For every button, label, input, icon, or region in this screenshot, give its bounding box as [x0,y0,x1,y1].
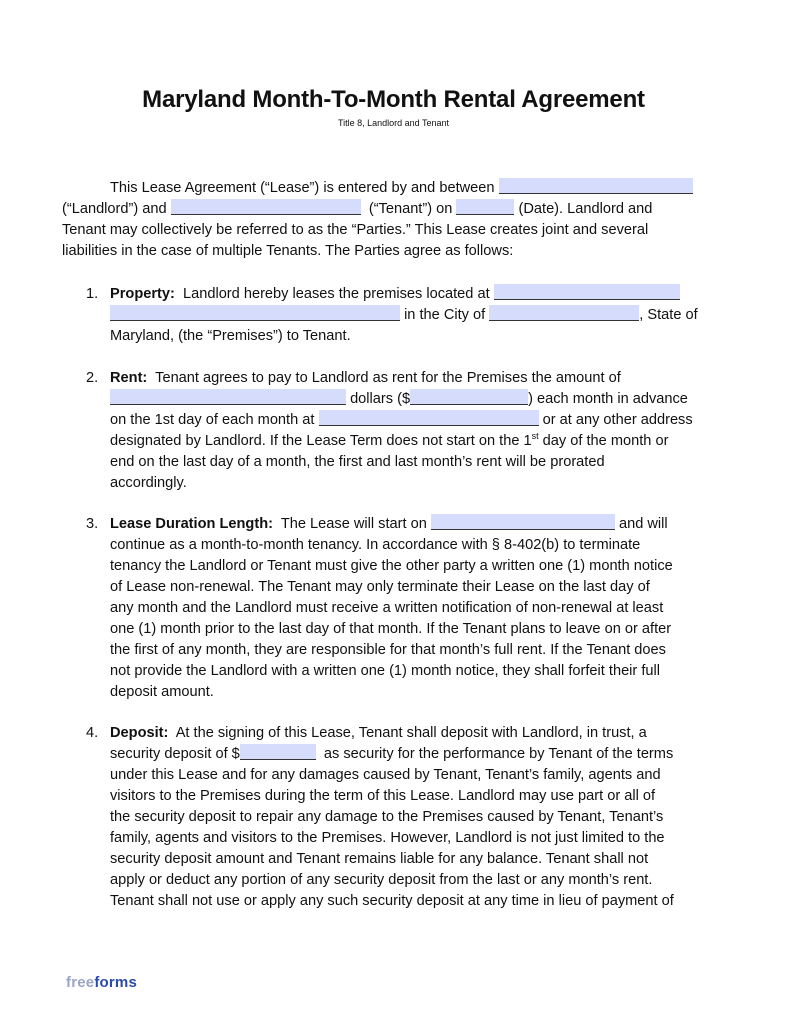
section-heading: Deposit: [110,725,169,741]
intro-line-1 [110,178,693,199]
rent-amount-field[interactable] [410,389,528,405]
section-4-line: family, agents and visitors to the Premises. However, Landlord is not just limited to the [110,830,665,846]
lease-start-date-field[interactable] [431,514,615,530]
tenant-name-field[interactable] [171,199,361,215]
section-text: The Lease will start on [280,516,427,532]
section-3-line: any month and the Landlord must receive a written notification of non-renewal at least [110,600,664,616]
rent-payment-address-field[interactable] [319,410,539,426]
section-number: 4. [86,725,99,741]
section-text: Tenant agrees to pay to Landlord as rent for the Premises the amount of [155,370,621,386]
document-subtitle: Title 8, Landlord and Tenant [337,118,450,128]
section-4-line: under this Lease and for any damages caused by Tenant, Tenant’s family, agents and [110,767,661,783]
section-heading: Property: [110,286,175,302]
section-1-line-2 [110,305,698,326]
rent-amount-words-field[interactable] [110,389,346,405]
section-3-line: the first of any month, they are responsible for that month’s full rent. If the Tenant does [110,642,666,658]
freeforms-logo [66,974,137,991]
security-deposit-field[interactable] [240,744,316,760]
landlord-name-field[interactable] [499,178,693,194]
logo-part-free: free [66,974,95,991]
intro-text: (“Tenant”) on [368,201,453,217]
section-3-line: tenancy the Landlord or Tenant must give the other party a written one (1) month notice [110,558,673,574]
section-2-line-3 [110,410,693,431]
logo-part-forms: forms [94,974,138,991]
section-text: At the signing of this Lease, Tenant shall deposit with Landlord, in trust, a [175,725,647,741]
section-text: and will [618,516,668,532]
section-heading: Rent: [110,370,148,386]
date-field[interactable] [456,199,514,215]
intro-text: (“Landlord”) and [62,201,167,217]
section-text: ) each month in advance [528,391,688,407]
section-4-line: apply or deduct any portion of any security deposit from the last or any month’s rent. [110,872,653,888]
intro-line-3: Tenant may collectively be referred to as the “Parties.” This Lease creates joint and several [62,222,649,238]
section-2-line-1 [110,368,621,389]
city-field[interactable] [489,305,639,321]
section-text: dollars ($ [350,391,411,407]
section-3-line: one (1) month prior to the last day of that month. If the Tenant plans to leave on or after [110,621,672,637]
section-text: in the City of [404,307,486,323]
section-number: 2. [86,370,99,386]
section-4-line-1 [110,723,647,744]
section-1-line-3: Maryland, (the “Premises”) to Tenant. [110,328,351,344]
document-title: Maryland Month-To-Month Rental Agreement [142,86,645,113]
section-4-line: visitors to the Premises during the term of this Lease. Landlord may use part or all of [110,788,656,804]
section-4-line-2 [110,744,673,765]
section-2-line-6: accordingly. [110,475,187,491]
section-text: or at any other address [542,412,693,428]
section-2-line-2 [110,389,688,410]
intro-line-4: liabilities in the case of multiple Tenants. The Parties agree as follows: [62,243,514,259]
section-3-line: of Lease non-renewal. The Tenant may only terminate their Lease on the last day of [110,579,650,595]
section-4-line: Tenant shall not use or apply any such security deposit at any time in lieu of payment of [110,893,674,909]
section-text: security deposit of $ [110,746,240,762]
section-number: 3. [86,516,99,532]
section-4-line: security deposit amount and Tenant remains liable for any balance. Tenant shall not [110,851,649,867]
section-text: as security for the performance by Tenant of the terms [323,746,674,762]
section-1-line-1 [110,284,680,305]
section-4-line: the security deposit to repair any damage to the Premises caused by Tenant, Tenant’s [110,809,664,825]
premises-address-field[interactable] [494,284,680,300]
intro-text: This Lease Agreement (“Lease”) is entered by and between [110,180,495,196]
section-2-line-4 [110,431,668,452]
intro-text: (Date). Landlord and [518,201,653,217]
superscript: st [531,431,539,441]
section-3-line: continue as a month-to-month tenancy. In accordance with § 8-402(b) to terminate [110,537,641,553]
section-text: designated by Landlord. If the Lease Term does not start on the 1 [110,433,532,449]
premises-address-line2-field[interactable] [110,305,400,321]
section-3-line-1 [110,514,668,535]
section-3-line: deposit amount. [110,684,214,700]
section-text: , State of [639,307,698,323]
section-text: day of the month or [538,433,669,449]
section-2-line-5: end on the last day of a month, the first and last month’s rent will be prorated [110,454,605,470]
section-text: Landlord hereby leases the premises located at [182,286,490,302]
intro-line-2 [62,199,652,220]
section-number: 1. [86,286,99,302]
section-text: on the 1st day of each month at [110,412,315,428]
section-heading: Lease Duration Length: [110,516,273,532]
section-3-line: not provide the Landlord with a written one (1) month notice, they shall forfeit their full [110,663,660,679]
